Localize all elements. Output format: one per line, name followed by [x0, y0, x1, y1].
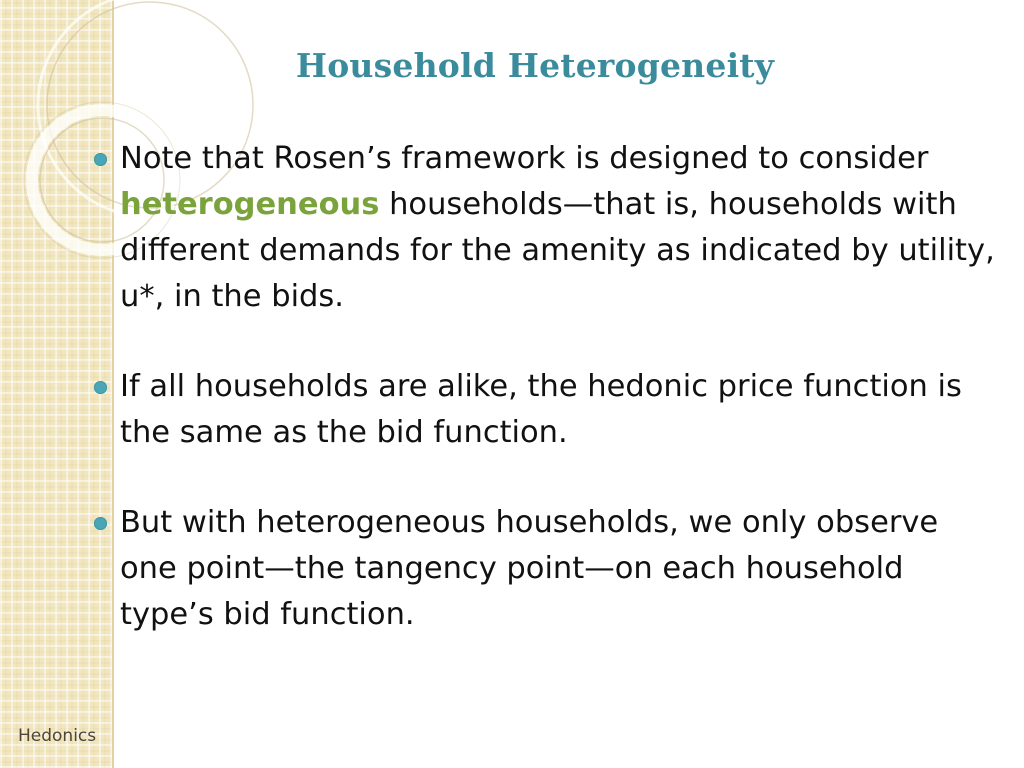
highlighted-term: heterogeneous	[120, 187, 380, 222]
bullet-text: households—that is, households with different demands for the amenity as indicated by utility, u*, in the bids.	[120, 187, 995, 314]
bullet-text: Note that Rosen’s framework is designed to consider	[120, 141, 929, 176]
bullet-dot-icon	[94, 517, 107, 530]
bullet-text: If all households are alike, the hedonic price function is the same as the bid function.	[120, 369, 962, 450]
bullet-dot-icon	[94, 381, 107, 394]
bullet-dot-icon	[94, 153, 107, 166]
bullet-item	[88, 136, 998, 320]
bullet-text: But with heterogeneous households, we only observe one point—the tangency point—on each household type’s bid function.	[120, 505, 939, 632]
footer-label: Hedonics	[18, 726, 97, 746]
slide-title: Household Heterogeneity	[295, 46, 775, 85]
bullet-item	[88, 500, 998, 638]
bullet-item	[88, 364, 998, 456]
bullet-list	[88, 136, 998, 638]
